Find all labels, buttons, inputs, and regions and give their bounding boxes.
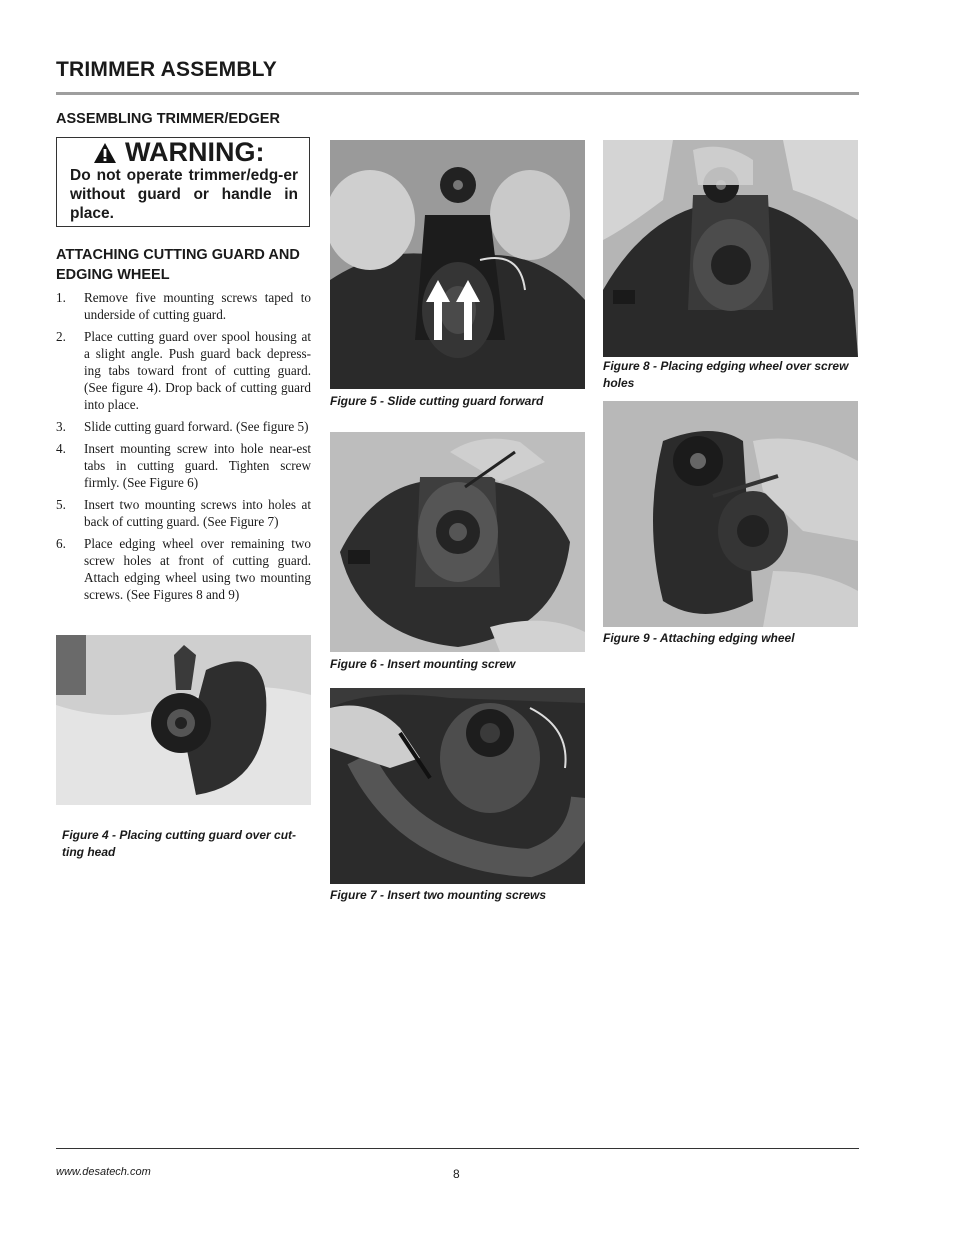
step-text: Insert mounting screw into hole near-est tabs in cutting guard. Tighten screw firmly. (See Figure 6) <box>84 441 311 490</box>
page-title: TRIMMER ASSEMBLY <box>56 58 277 81</box>
figure-8-caption: Figure 8 - Placing edging wheel over screw holes <box>603 359 849 390</box>
steps-list <box>56 289 311 608</box>
warning-triangle-icon <box>93 142 117 164</box>
list-item <box>56 289 311 323</box>
step-number: 1. <box>56 290 66 305</box>
figure-5-photo <box>330 140 585 389</box>
figure-5-caption: Figure 5 - Slide cutting guard forward <box>330 394 544 408</box>
figure-9-photo <box>603 401 858 627</box>
step-number: 6. <box>56 536 66 551</box>
warning-heading <box>93 137 264 168</box>
figure-4-caption: Figure 4 - Placing cutting guard over cut-ting head <box>62 828 297 859</box>
footer-rule <box>56 1148 859 1149</box>
step-text: Insert two mounting screws into holes at back of cutting guard. (See Figure 7) <box>84 497 311 529</box>
list-item <box>56 440 311 491</box>
step-text: Slide cutting guard forward. (See figure 5) <box>84 419 309 434</box>
step-text: Place edging wheel over remaining two screw holes at front of cutting guard. Attach edging wheel using two mounting screws. (See Figures 8 and 9) <box>84 536 311 602</box>
step-number: 2. <box>56 329 66 344</box>
figure-6-caption: Figure 6 - Insert mounting screw <box>330 657 516 671</box>
subsection-title: ATTACHING CUTTING GUARD AND EDGING WHEEL <box>56 247 300 283</box>
warning-title: WARNING: <box>125 137 265 167</box>
list-item <box>56 535 311 603</box>
step-number: 5. <box>56 497 66 512</box>
list-item <box>56 328 311 413</box>
step-number: 3. <box>56 419 66 434</box>
figure-7-photo <box>330 688 585 884</box>
footer-url-link[interactable]: www.desatech.com <box>56 1166 151 1178</box>
step-number: 4. <box>56 441 66 456</box>
figure-4-photo <box>56 635 311 805</box>
section-title: ASSEMBLING TRIMMER/EDGER <box>56 111 280 127</box>
figure-9-caption: Figure 9 - Attaching edging wheel <box>603 631 795 645</box>
list-item <box>56 418 311 435</box>
figure-7-caption: Figure 7 - Insert two mounting screws <box>330 888 547 902</box>
step-text: Place cutting guard over spool housing at a slight angle. Push guard back depress-ing tabs toward front of cutting guard. (See figure 4). Drop back of cutting guard into place. <box>84 329 311 412</box>
page-number: 8 <box>453 1167 460 1181</box>
figure-8-photo <box>603 140 858 357</box>
figure-6-photo <box>330 432 585 652</box>
warning-text: Do not operate trimmer/edg-er without guard or handle in place. <box>70 167 298 222</box>
step-text: Remove five mounting screws taped to underside of cutting guard. <box>84 290 311 322</box>
list-item <box>56 496 311 530</box>
warning-box <box>56 137 310 227</box>
title-rule <box>56 92 859 95</box>
